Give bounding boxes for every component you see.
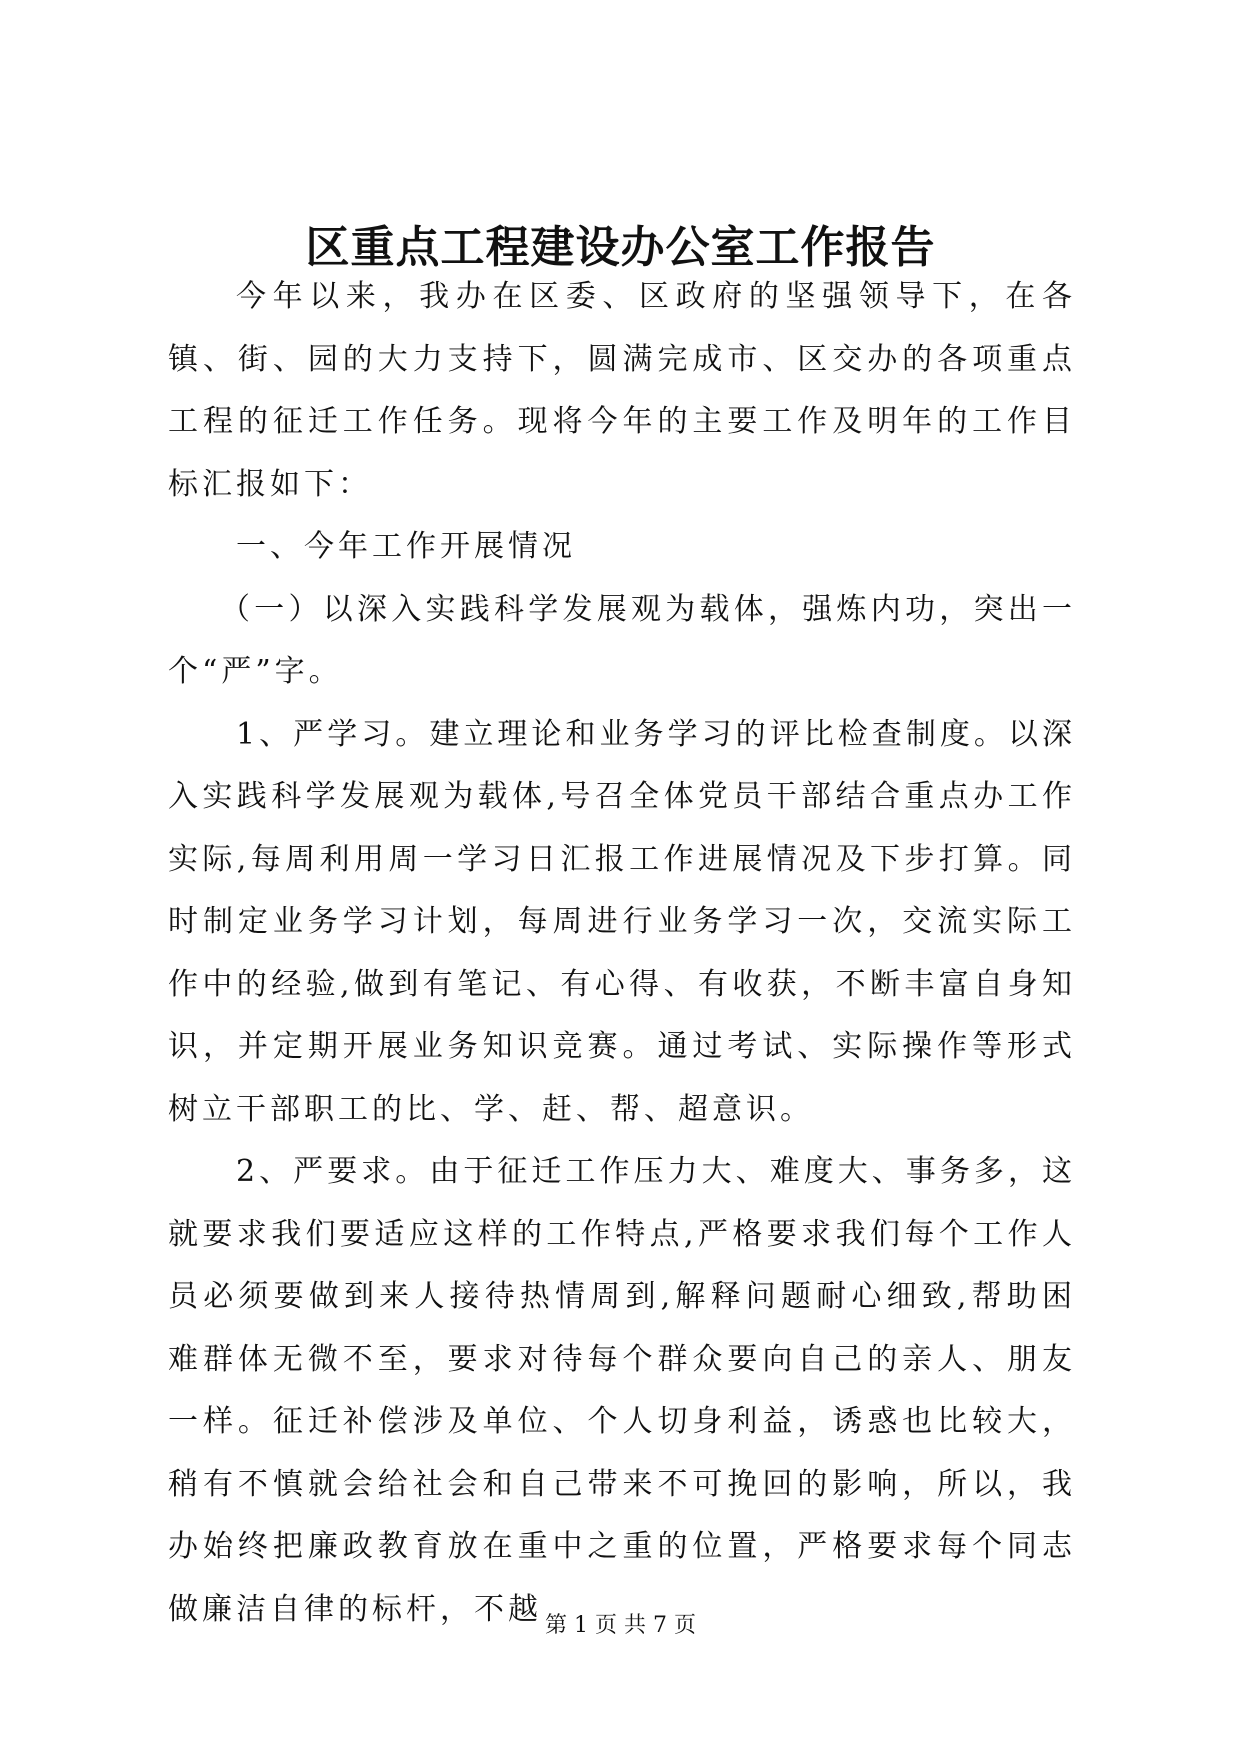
- section-heading-1: 一、今年工作开展情况: [236, 529, 576, 564]
- document-title: 区重点工程建设办公室工作报告: [305, 222, 936, 273]
- paragraph-requirements: 2、严要求。由于征迁工作压力大、难度大、事务多，这就要求我们要适应这样的工作特点,严格要求我们每个工作人员必须要做到来人接待热情周到,解释问题耐心细致,帮助困难群体无微不至，要求对待每个群众要向自己的亲人、朋友一样。征迁补偿涉及单位、个人切身利益，诱惑也比较大，稍有不慎就会给社会和自己带来不可挽回的影响，所以，我办始终把廉政教育放在重中之重的位置，严格要求每个同志做廉洁自律的标杆，不越: [168, 1154, 1076, 1627]
- page-number-footer: 第 1 页 共 7 页: [545, 1613, 696, 1638]
- paragraph-intro: 今年以来，我办在区委、区政府的坚强领导下，在各镇、街、园的大力支持下，圆满完成市、区交办的各项重点工程的征迁工作任务。现将今年的主要工作及明年的工作目标汇报如下：: [168, 279, 1076, 502]
- subsection-heading-1: （一）以深入实践科学发展观为载体，强炼内功，突出一个“严”字。: [168, 591, 1076, 689]
- document-body: [168, 266, 1076, 1641]
- paragraph-study: 1、严学习。建立理论和业务学习的评比检查制度。以深入实践科学发展观为载体,号召全体党员干部结合重点办工作实际,每周利用周一学习日汇报工作进展情况及下步打算。同时制定业务学习计划，每周进行业务学习一次，交流实际工作中的经验,做到有笔记、有心得、有收获，不断丰富自身知识，并定期开展业务知识竞赛。通过考试、实际操作等形式树立干部职工的比、学、赶、帮、超意识。: [168, 716, 1076, 1127]
